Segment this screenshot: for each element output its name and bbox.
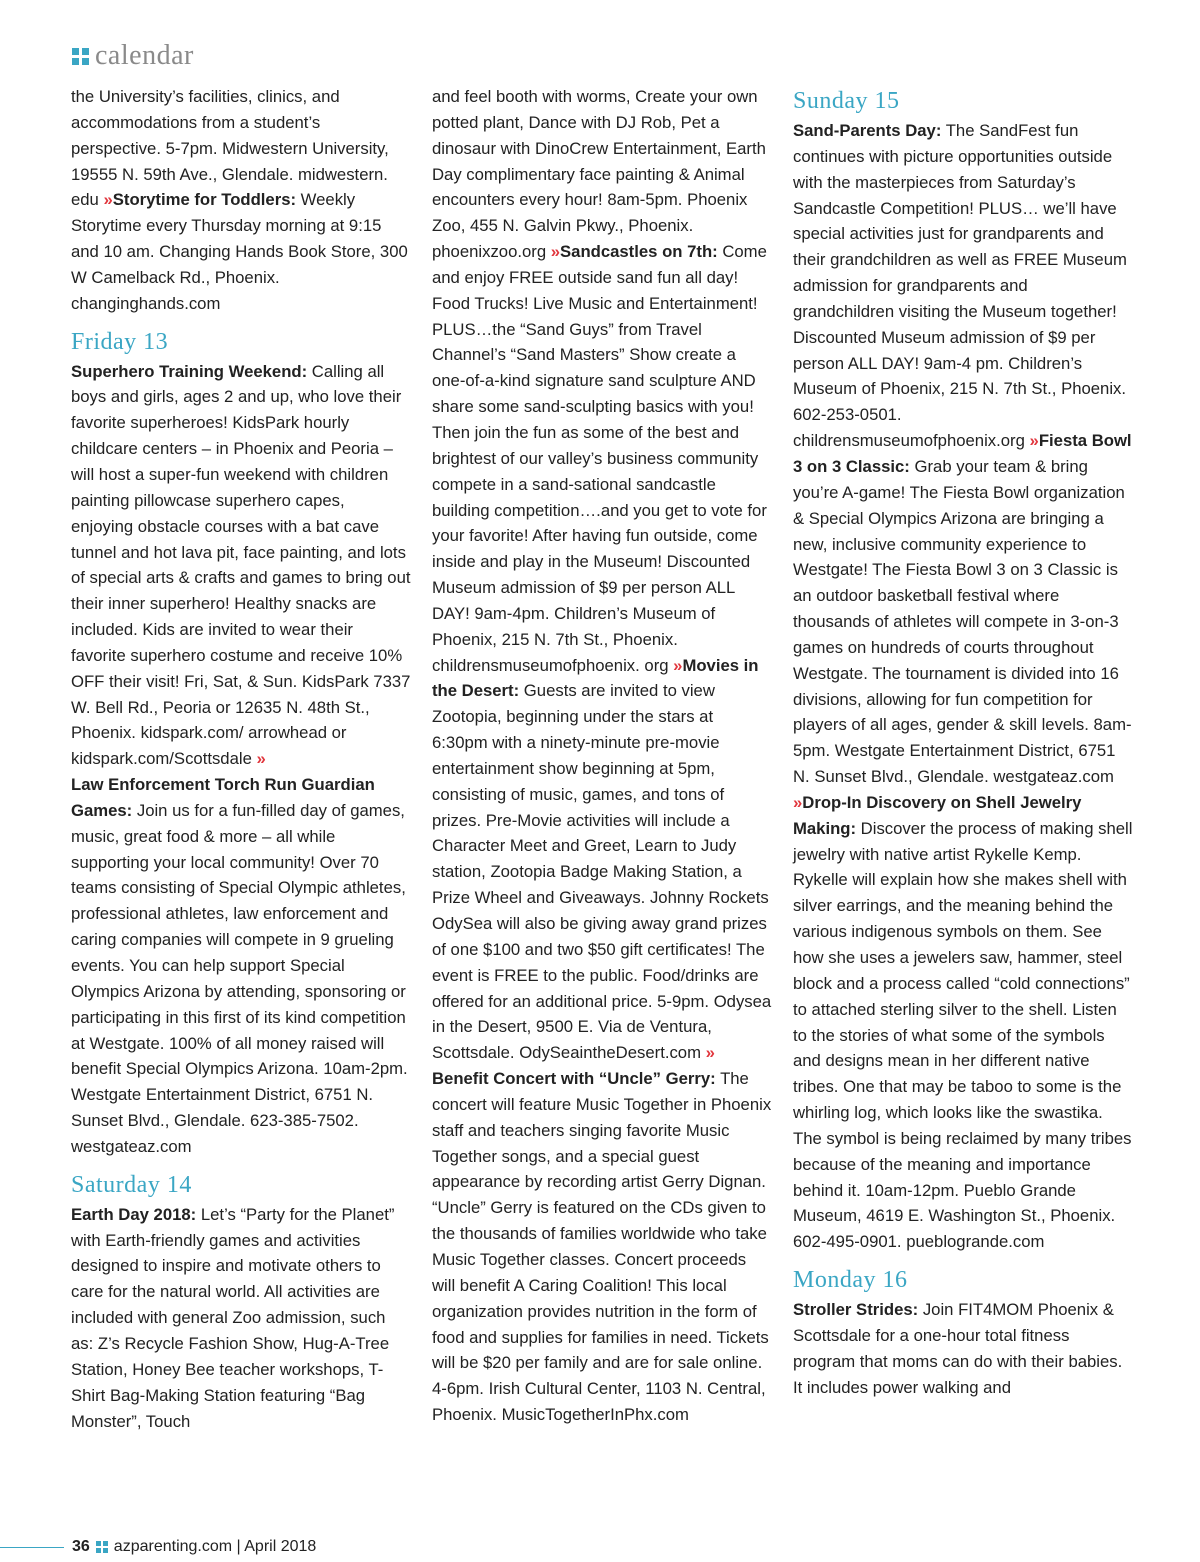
- event-title: Superhero Training Weekend:: [71, 361, 308, 381]
- footer-site: azparenting.com | April 2018: [113, 1538, 317, 1555]
- column-1: [71, 84, 411, 1434]
- chevron-icon: »: [1029, 431, 1039, 451]
- chevron-icon: »: [256, 749, 266, 769]
- chevron-icon: »: [103, 190, 113, 210]
- event-title: Sand-Parents Day:: [793, 121, 942, 140]
- column-2: [432, 84, 772, 1428]
- event-title: Drop-In Discovery on Shell Jewelry Making:: [793, 792, 1082, 838]
- grid-dots-icon: [72, 48, 89, 65]
- event-title: Stroller Strides:: [793, 1300, 919, 1320]
- section-label: calendar: [95, 40, 194, 71]
- event-paragraph: Earth Day 2018: Let’s “Party for the Planet” with Earth-friendly games and activities designed to inspire and motivate others to care for the natural world. All activities are included with general Zoo admission, such as: Z’s Recycle Fashion Show, Hug-A-Tree Station, Honey Bee teacher workshops, T-Shirt Bag-Making Station featuring “Bag Monster”, Touch: [71, 1204, 395, 1431]
- event-paragraph: and feel booth with worms, Create your own potted plant, Dance with DJ Rob, Pet a dinosaur with DinoCrew Entertainment, Earth Day complimentary face painting & Animal encounters every hour! 8am-5pm. Phoenix Zoo, 455 N. Galvin Pkwy., Phoenix. phoenixzoo.org »Sandcastles on 7th: Come and enjoy FREE outside sand fun all day! Food Trucks! Live Music and Entertainment! PLUS…the “Sand Guys” from Travel Channel’s “Sand Masters” Show create a one-of-a-kind signature sand sculpture AND share some sand-sculpting basics with you! Then join the fun as some of the best and brightest of our valley’s business community compete in a sand-sational sandcastle building competition….and you get to vote for your favorite! After having fun outside, come inside and play in the Museum! Discounted Museum admission of $9 per person ALL DAY! 9am-4pm. Children’s Museum of Phoenix, 215 N. 7th St., Phoenix. childrensmuseumofphoenix. org »Movies in the Desert: Guests are invited to view Zootopia, beginning under the stars at 6:30pm with a ninety-minute pre-movie entertainment show beginning at 5pm, consisting of music, games, and tons of prizes. Pre-Movie activities will include a Character Meet and Greet, Learn to Judy station, Zootopia Badge Making Station, a Prize Wheel and Giveaways. Johnny Rockets OdySea will also be giving away grand prizes of one $100 and two $50 gift certificates! The event is FREE to the public. Food/drinks are offered for an additional price. 5-9pm. Odysea in the Desert, 9500 E. Via de Ventura, Scottsdale. OdySeaintheDesert.com » Benefit Concert with “Uncle” Gerry: The concert will feature Music Together in Phoenix staff and teachers singing favorite Music Together songs, and a special guest appearance by recording artist Gerry Dignan. “Uncle” Gerry is featured on the CDs given to the thousands of families worldwide who take Music Together classes. Concert proceeds will benefit A Caring Coalition! This local organization provides nutrition in the form of food and supplies for families in need. Tickets will be $20 per family and are for sale online. 4-6pm. Irish Cultural Center, 1103 N. Central, Phoenix. MusicTogetherInPhx.com: [432, 87, 772, 1425]
- day-heading-monday: Monday 16: [793, 1267, 908, 1294]
- event-paragraph: Stroller Strides: Join FIT4MOM Phoenix & Scottsdale for a one-hour total fitness program that moms can do with their babies. It includes power walking and: [793, 1300, 1123, 1397]
- day-heading-saturday: Saturday 14: [71, 1171, 192, 1198]
- section-header: [72, 38, 194, 74]
- event-title: Fiesta Bowl 3 on 3 Classic:: [793, 431, 1132, 476]
- day-heading-friday: Friday 13: [71, 328, 169, 355]
- column-3: [793, 84, 1133, 1401]
- page-number: 36: [72, 1538, 90, 1555]
- event-paragraph: Sand-Parents Day: The SandFest fun continues with picture opportunities outside with the masterpieces from Saturday’s Sandcastle Competition! PLUS… we’ll have special activities just for grandparents and their grandchildren as well as FREE Museum admission for grandparents and grandchildren visiting the Museum together! Discounted Museum admission of $9 per person ALL DAY! 9am-4 pm. Children’s Museum of Phoenix, 215 N. 7th St., Phoenix. 602-253-0501. childrensmuseumofphoenix.org »Fiesta Bowl 3 on 3 Classic: Grab your team & bring you’re A-game! The Fiesta Bowl organization & Special Olympics Arizona are bringing a new, inclusive community experience to Westgate! The Fiesta Bowl 3 on 3 Classic is an outdoor basketball festival where thousands of athletes will compete in 3-on-3 games on hundreds of courts throughout Westgate. The tournament is divided into 16 divisions, allowing for fun competition for players of all ages, gender & skill levels. 8am-5pm. Westgate Entertainment District, 6751 N. Sunset Blvd., Glendale. westgateaz.com »Drop-In Discovery on Shell Jewelry Making: Discover the process of making shell jewelry with native artist Rykelle Kemp. Rykelle will explain how she makes shell with silver earrings, and the meaning behind the various indigenous symbols on them. See how she uses a jewelers saw, hammer, steel block and a process called “cold connections” to attached sterling silver to the shell. Listen to the stories of what some of the symbols and designs mean in her different native tribes. One that may be taboo to some is the whirling log, which looks like the swastika. The symbol is being reclaimed by many tribes because of the meaning and importance behind it. 10am-12pm. Pueblo Grande Museum, 4619 E. Washington St., Phoenix. 602-495-0901. pueblogrande.com: [793, 121, 1133, 1252]
- event-title: Earth Day 2018:: [71, 1204, 197, 1224]
- event-title: Benefit Concert with “Uncle” Gerry:: [432, 1069, 716, 1089]
- event-paragraph: the University’s facilities, clinics, and accommodations from a student’s perspective. 5-7pm. Midwestern University, 19555 N. 59th Ave., Glendale. midwestern. edu »Storytime for Toddlers: Weekly Storytime every Thursday morning at 9:15 and 10 am. Changing Hands Book Store, 300 W Camelback Rd., Phoenix. changinghands.com: [71, 87, 408, 313]
- chevron-icon: »: [705, 1043, 715, 1063]
- event-title: Sandcastles on 7th:: [560, 242, 718, 262]
- event-title: Movies in the Desert:: [432, 655, 759, 701]
- chevron-icon: »: [673, 655, 683, 675]
- event-title: Law Enforcement Torch Run Guardian Games:: [71, 775, 375, 820]
- chevron-icon: »: [550, 242, 561, 262]
- day-heading-sunday: Sunday 15: [793, 88, 900, 114]
- footer-rule: [0, 1547, 64, 1548]
- grid-dots-icon: [96, 1541, 108, 1553]
- chevron-icon: »: [793, 792, 803, 812]
- event-paragraph: Superhero Training Weekend: Calling all boys and girls, ages 2 and up, who love their favorite superheroes! KidsPark hourly childcare centers – in Phoenix and Peoria – will host a super-fun weekend with children painting pillowcase superhero capes, enjoying obstacle courses with a bat cave tunnel and hot lava pit, face painting, and lots of special arts & crafts and games to bring out their inner superhero! Healthy snacks are included. Kids are invited to wear their favorite superhero costume and receive 10% OFF their visit! Fri, Sat, & Sun. KidsPark 7337 W. Bell Rd., Peoria or 12635 N. 48th St., Phoenix. kidspark.com/ arrowhead or kidspark.com/Scottsdale » Law Enforcement Torch Run Guardian Games: Join us for a fun-filled day of games, music, great food & more – all while supporting your local community! Over 70 teams consisting of Special Olympic athletes, professional athletes, law enforcement and caring companies will compete in 9 grueling events. You can help support Special Olympics Arizona by attending, sponsoring or participating in this first of its kind competition at Westgate. 100% of all money raised will benefit Special Olympics Arizona. 10am-2pm. Westgate Entertainment District, 6751 N. Sunset Blvd., Glendale. 623-385-7502. westgateaz.com: [71, 361, 411, 1156]
- event-title: Storytime for Toddlers:: [112, 190, 297, 210]
